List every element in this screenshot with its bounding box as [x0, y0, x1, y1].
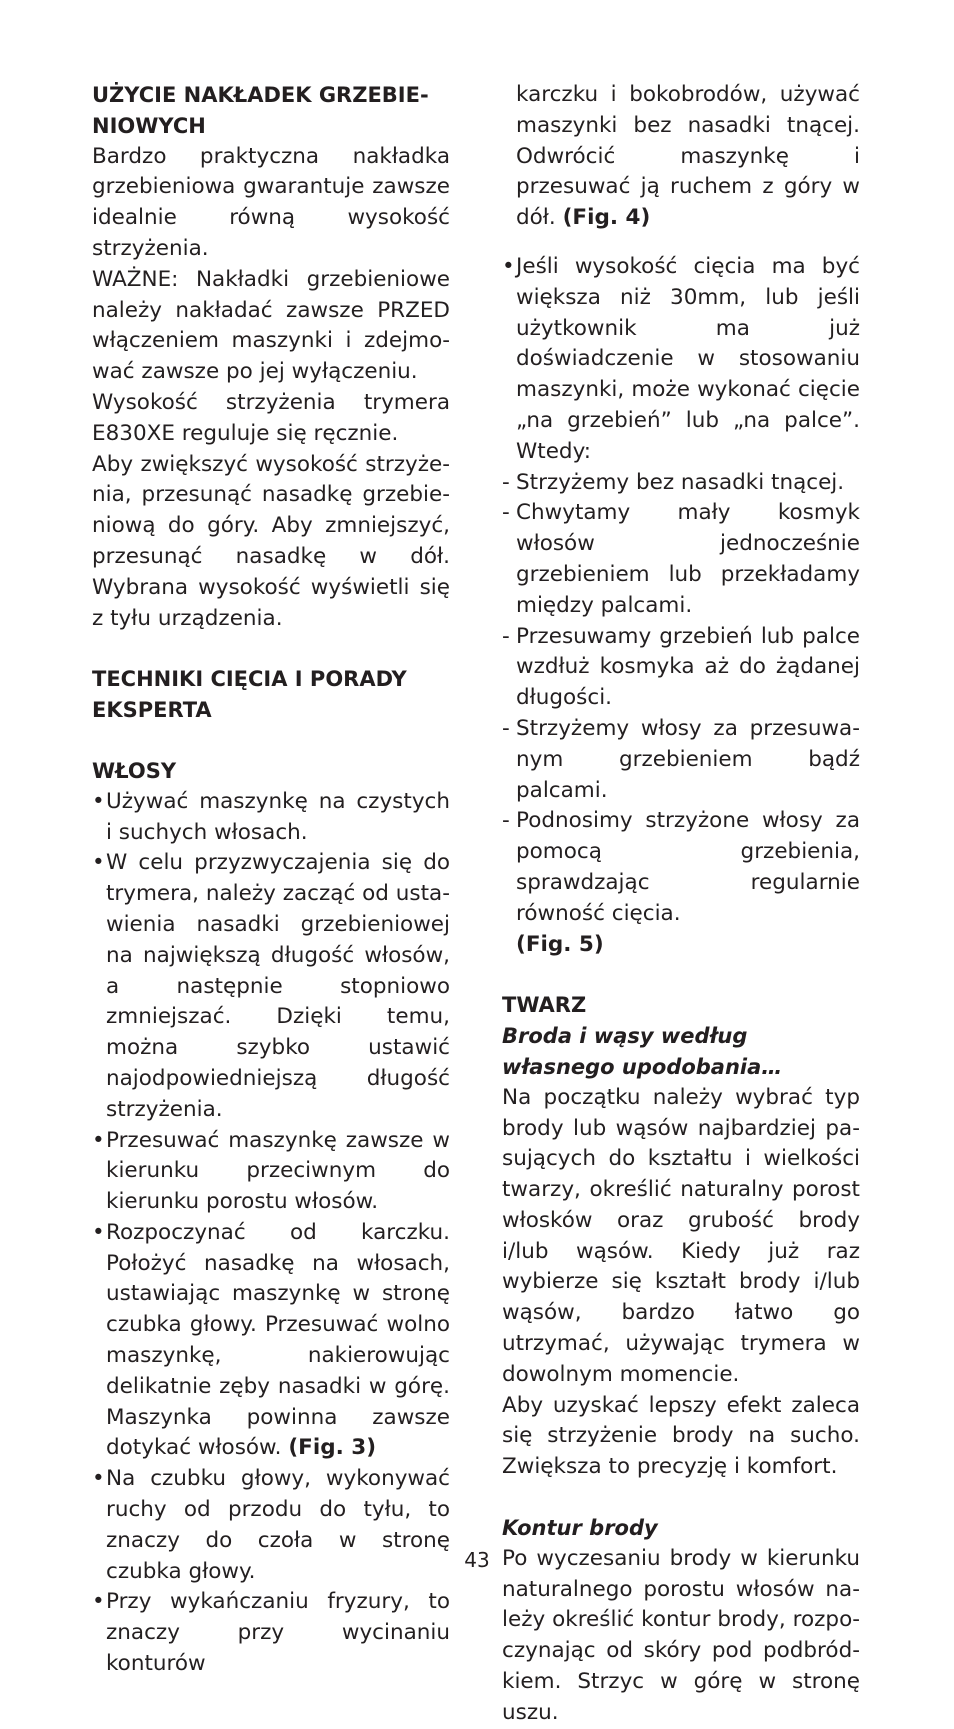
list-item-text: Jeśli wysokość cięcia ma być większa niż 30mm, lub jeśli użytkownik ma już doświadczenie w stosowaniu maszynki, może wykonać cięcie „na grzebień” lub „na palce”. Wtedy: — [516, 253, 860, 464]
bullet-marker: • — [502, 253, 515, 279]
figure-reference: (Fig. 3) — [288, 1435, 377, 1461]
list-item — [92, 1587, 450, 1679]
dash-item-text: Chwytamy mały kosmyk włosów jednocześnie grzebieniem lub przekładamy między palcami. — [516, 500, 860, 618]
figure-reference: (Fig. 5) — [516, 931, 604, 957]
dash-item-text: Strzyżemy bez nasadki tnącej. — [516, 469, 845, 495]
list-item-text: Na czubku głowy, wykonywać ruchy od przodu do tyłu, to znaczy do czoła w stronę czubka głowy. — [106, 1466, 450, 1584]
italic-subheading-beard-moustache: Broda i wąsy według własnego upodobania… — [502, 1024, 783, 1079]
dash-item-text: Przesuwamy grzebień lub palce wzdłuż kosmyka aż do żądanej długości. — [516, 623, 860, 711]
paragraph: Na początku należy wybrać typ brody lub wąsów najbardziej pasujących do kształtu i wielkości twarzy, określić naturalny porost włosków oraz grubość brody i/lub wąsów. Kiedy już raz wybierze się kształt brody i/lub wąsów, bardzo łatwo go utrzymać, używając trymera w dowolnym momencie. — [502, 1084, 860, 1387]
paragraph: Bardzo praktyczna nakładka grzebieniowa gwarantuje zawsze idealnie równą wysokość strzyżenia. — [92, 143, 450, 261]
list-item — [92, 848, 450, 1125]
dash-item — [502, 468, 860, 499]
dash-item — [502, 622, 860, 714]
continued-body: karczku i bokobrodów, używać maszynki bez nasadki tnącej. Odwrócić maszynkę i przesuwać ją ruchem z góry w dół. — [516, 82, 860, 231]
left-column — [92, 80, 450, 1680]
dash-item — [502, 714, 860, 806]
subheading-face: TWARZ — [502, 993, 587, 1018]
dash-marker: - — [502, 623, 510, 649]
list-item-text: Przy wykańczaniu fryzury, to znaczy przy wycinaniu konturów — [106, 1589, 450, 1677]
list-item — [92, 787, 450, 849]
dash-item — [502, 806, 860, 929]
paragraph: Po wyczesaniu brody w kierunku naturalnego porostu włosów należy określić kontur brody, rozpoczynając od skóry pod podbródkiem. Strzyc w górę w stronę uszu. — [502, 1545, 860, 1725]
list-item-text: Używać maszynkę na czystych i suchych włosach. — [106, 788, 450, 845]
right-column — [502, 80, 860, 1729]
bullet-marker: • — [92, 1219, 105, 1245]
dash-item-text: Strzyżemy włosy za przesuwanym grzebieniem bądź palcami. — [516, 715, 860, 803]
list-item — [92, 1126, 450, 1218]
paragraph: WAŻNE: Nakładki grzebieniowe należy nakładać zawsze PRZED włączeniem maszynki i zdejmować zawsze po jej wyłączeniu. — [92, 266, 450, 385]
bullet-marker: • — [92, 1589, 105, 1615]
italic-subheading-beard-contour: Kontur brody — [502, 1516, 658, 1541]
dash-marker: - — [502, 715, 510, 741]
figure-reference: (Fig. 4) — [562, 205, 651, 231]
list-item-text — [106, 1218, 450, 1464]
dash-marker: - — [502, 500, 510, 526]
section-heading-comb-attachments: UŻYCIE NAKŁADEK GRZEBIENIOWYCH — [92, 83, 429, 138]
dash-item-text: Podnosimy strzyżone włosy za pomocą grzebienia, sprawdzając regularnie równość cięcia. — [516, 808, 860, 926]
dash-item — [502, 498, 860, 621]
dash-marker: - — [502, 469, 510, 495]
dash-marker: - — [502, 808, 510, 834]
list-item — [502, 252, 860, 468]
page-number: 43 — [464, 1548, 490, 1572]
continued-list-text — [502, 80, 860, 234]
list-item-text: W celu przyzwyczajenia się do trymera, należy zacząć od ustawienia nasadki grzebieniowej na największą długość włosów, a następnie stopniowo zmniejszać. Dzięki temu, można szybko ustawić najodpowiedniejszą długość strzyżenia. — [106, 850, 450, 1122]
list-item — [92, 1218, 450, 1464]
subheading-hair: WŁOSY — [92, 758, 177, 783]
figure-reference-line — [502, 930, 860, 961]
bullet-marker: • — [92, 850, 105, 876]
section-heading-techniques: TECHNIKI CIĘCIA I PORADY EKSPERTA — [92, 667, 407, 723]
list-item-text: Przesuwać maszynkę zawsze w kierunku przeciwnym do kierunku porostu włosów. — [106, 1127, 450, 1215]
paragraph: Aby uzyskać lepszy efekt zaleca się strzyżenie brody na sucho. Zwiększa to precyzję i komfort. — [502, 1392, 860, 1480]
bullet-marker: • — [92, 1466, 105, 1492]
paragraph: Wysokość strzyżenia trymera E830XE reguluje się ręcznie. — [92, 389, 450, 446]
list-item-body: Rozpoczynać od karczku. Położyć nasadkę na włosach, ustawiając maszynkę w stronę czubka głowy. Przesuwać wolno maszynkę, nakierowując delikatnie zęby nasadki w górę. Maszynka powinna zawsze dotykać włosów. — [106, 1219, 450, 1461]
bullet-marker: • — [92, 1127, 105, 1153]
bullet-marker: • — [92, 788, 105, 814]
paragraph: Aby zwiększyć wysokość strzyżenia, przesunąć nasadkę grzebieniową do góry. Aby zmniejszyć, przesunąć nasadkę w dół. Wybrana wysokość wyświetli się z tyłu urządzenia. — [92, 451, 450, 631]
